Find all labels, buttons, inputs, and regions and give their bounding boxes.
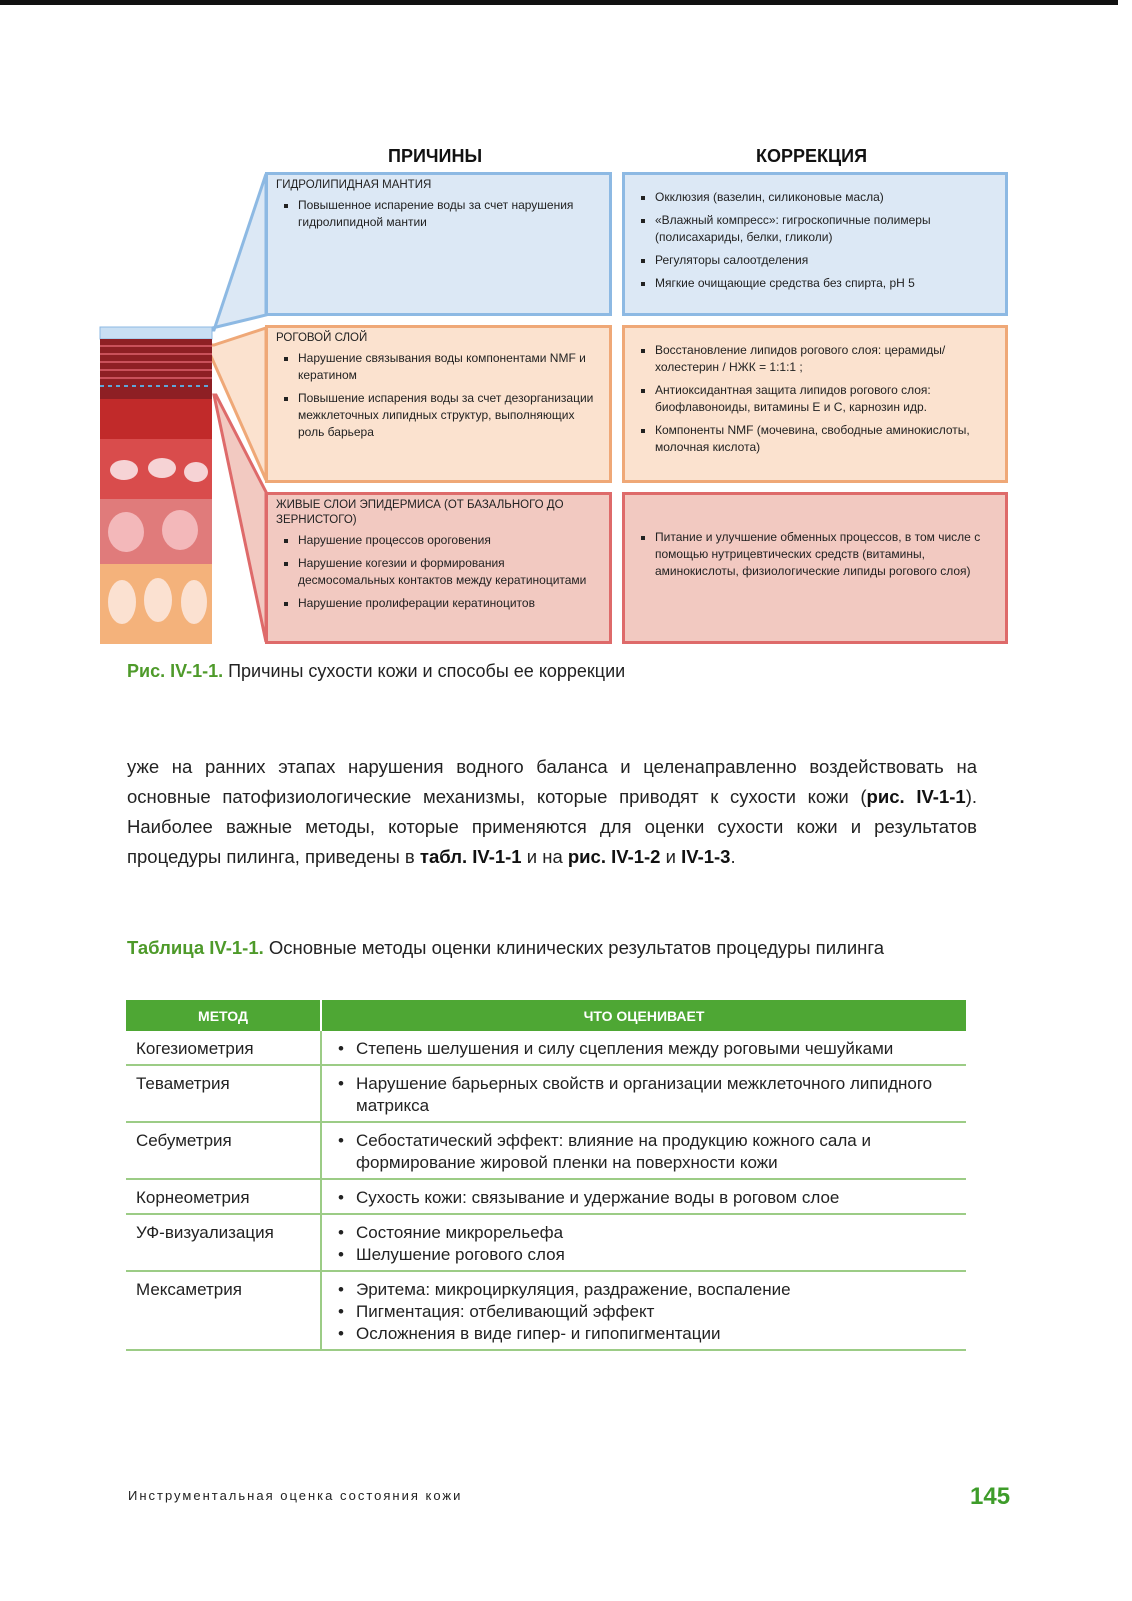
bullet-item: • Нарушение барьерных свойств и организации межклеточного липидного матрикса	[332, 1073, 956, 1117]
bullet-item: • Осложнения в виде гипер- и гипопигментации	[332, 1323, 956, 1345]
bullet-item: • Состояние микрорельефа	[332, 1222, 956, 1244]
causes-header: ПРИЧИНЫ	[388, 146, 483, 166]
method-cell: Корнеометрия	[126, 1179, 321, 1214]
bullet-item: • Себостатический эффект: влияние на продукцию кожного сала и формирование жировой пленки на поверхности кожи	[332, 1130, 956, 1174]
cause-box-living-layers	[265, 492, 612, 644]
hydrolipid-mantle	[100, 327, 212, 339]
mantle-connector	[204, 174, 266, 330]
para-text: уже на ранних этапах нарушения водного баланса и целенаправленно воздействовать на основные патофизиологические механизмы, которые приводят к сухости кожи (	[127, 756, 977, 807]
bullet-item: • Шелушение рогового слоя	[332, 1244, 956, 1266]
bullet-item: • Пигментация: отбеливающий эффект	[332, 1301, 956, 1323]
basal-cells	[100, 564, 212, 644]
para-text: ). Наиболее важные методы, которые применяются для оценки сухости кожи и результатов процедуры пилинга, приведены в	[127, 786, 977, 867]
correction-item: ▪ Компоненты NMF (мочевина, свободные аминокислоты, молочная кислота)	[655, 422, 997, 456]
table-row	[126, 1065, 966, 1122]
correction-item: ▪ Мягкие очищающие средства без спирта, pH 5	[655, 275, 997, 292]
table-row	[126, 1214, 966, 1271]
body-paragraph	[127, 752, 977, 872]
cause-title: РОГОВОЙ СЛОЙ	[276, 332, 368, 344]
cause-item: ▪ Нарушение процессов ороговения	[298, 532, 601, 549]
bullet-item: • Сухость кожи: связывание и удержание воды в роговом слое	[332, 1187, 956, 1209]
correction-header: КОРРЕКЦИЯ	[756, 146, 868, 166]
correction-box-mantle	[622, 172, 1008, 316]
table-caption-text: Основные методы оценки клинических результатов процедуры пилинга	[263, 937, 885, 958]
evaluates-cell	[321, 1179, 966, 1214]
spinous-cells	[100, 499, 212, 564]
correction-item: ▪ Регуляторы салоотделения	[655, 252, 997, 269]
correction-box-living-layers	[622, 492, 1008, 644]
cause-item: ▪ Нарушение когезии и формирования десмосомальных контактов между кератиноцитами	[298, 555, 601, 589]
method-cell: Мексаметрия	[126, 1271, 321, 1350]
evaluates-cell	[321, 1031, 966, 1065]
bullet-item: • Эритема: микроциркуляция, раздражение, воспаление	[332, 1279, 956, 1301]
correction-item: ▪ Питание и улучшение обменных процессов, в том числе с помощью нутрицевтических средств (витамины, аминокислоты, физиологические липиды рогового слоя)	[655, 529, 997, 580]
evaluates-cell	[321, 1122, 966, 1179]
correction-item: ▪ Антиоксидантная защита липидов рогового слоя: биофлавоноиды, витамины E и C, карнозин идр.	[655, 382, 997, 416]
horny-layer-cells	[100, 339, 212, 399]
methods-table	[126, 1000, 966, 1351]
para-text: и на	[521, 846, 568, 867]
correction-item: ▪ Восстановление липидов рогового слоя: церамиды/холестерин / НЖК = 1:1:1 ;	[655, 342, 997, 376]
table-header-row	[126, 1000, 966, 1031]
cause-box-horny-layer	[265, 325, 612, 483]
correction-box-horny-layer	[622, 325, 1008, 483]
figure-ref: IV-1-3	[681, 846, 731, 867]
figure-caption-text: Причины сухости кожи и способы ее коррекции	[223, 661, 626, 681]
cause-title: ГИДРОЛИПИДНАЯ МАНТИЯ	[276, 179, 432, 191]
table-caption	[127, 933, 887, 963]
skin-layers-illustration	[96, 170, 271, 650]
top-rule	[0, 0, 1118, 5]
cause-item: ▪ Повышенное испарение воды за счет нарушения гидролипидной мантии	[298, 197, 601, 231]
running-footer: Инструментальная оценка состояния кожи	[128, 1488, 463, 1503]
para-text: и	[660, 846, 682, 867]
table-row	[126, 1271, 966, 1350]
figure-caption-label: Рис. IV-1-1.	[127, 661, 224, 681]
table-caption-label: Таблица IV-1-1.	[127, 937, 264, 958]
bullet-item: • Степень шелушения и силу сцепления между роговыми чешуйками	[332, 1038, 956, 1060]
table-ref: табл. IV-1-1	[419, 846, 522, 867]
page-number: 145	[970, 1483, 1011, 1510]
table-row	[126, 1122, 966, 1179]
cause-item: ▪ Нарушение пролиферации кератиноцитов	[298, 595, 601, 612]
method-cell: Когезиометрия	[126, 1031, 321, 1065]
upper-living-cells	[100, 399, 212, 499]
figure-ref: рис. IV-1-2	[567, 846, 661, 867]
column-header-method: МЕТОД	[126, 1000, 321, 1031]
cause-item: ▪ Нарушение связывания воды компонентами NMF и кератином	[298, 350, 601, 384]
correction-item: ▪ Окклюзия (вазелин, силиконовые масла)	[655, 189, 997, 206]
cause-item: ▪ Повышение испарения воды за счет дезорганизации межклеточных липидных структур, выполняющих роль барьера	[298, 390, 601, 441]
correction-item: ▪ «Влажный компресс»: гигроскопичные полимеры (полисахариды, белки, гликоли)	[655, 212, 997, 246]
column-header-evaluates: ЧТО ОЦЕНИВАЕТ	[321, 1000, 966, 1031]
cause-title: ЖИВЫЕ СЛОИ ЭПИДЕРМИСА (ОТ БАЗАЛЬНОГО ДО ЗЕРНИСТОГО)	[276, 499, 564, 526]
table-row	[126, 1179, 966, 1214]
method-cell: Теваметрия	[126, 1065, 321, 1122]
para-text: .	[730, 846, 736, 867]
evaluates-cell	[321, 1065, 966, 1122]
cause-box-mantle	[265, 172, 612, 316]
method-cell: Себуметрия	[126, 1122, 321, 1179]
method-cell: УФ-визуализация	[126, 1214, 321, 1271]
figure-caption	[127, 661, 625, 682]
figure-ref: рис. IV-1-1	[866, 786, 966, 807]
evaluates-cell	[321, 1271, 966, 1350]
evaluates-cell	[321, 1214, 966, 1271]
table-row	[126, 1031, 966, 1065]
